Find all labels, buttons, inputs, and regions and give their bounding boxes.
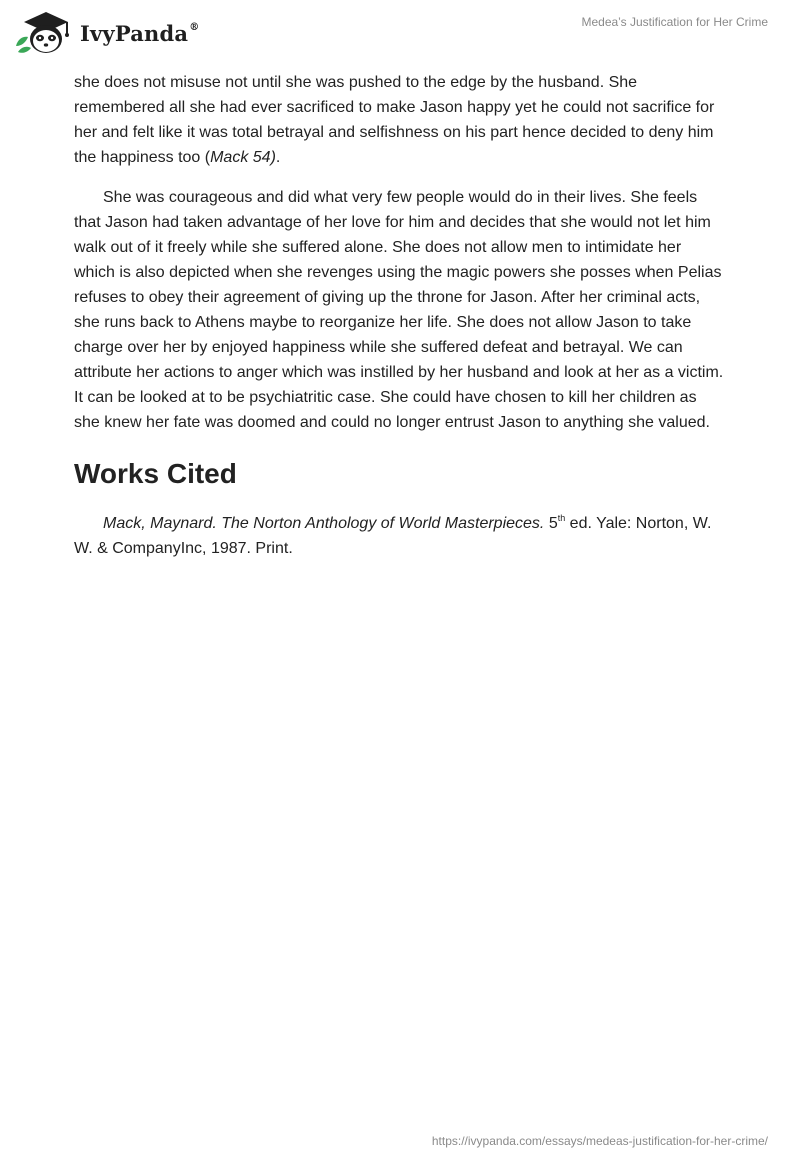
panda-graduate-icon xyxy=(14,8,74,56)
document-title: Medea’s Justification for Her Crime xyxy=(581,15,768,29)
body-paragraph: she does not misuse not until she was pushed to the edge by the husband. She remembered all she had ever sacrificed to make Jason happy yet he could not sacrifice for her and felt like it was total betrayal and selfishness on his part hence decided to deny him the happiness too (Mack 54). xyxy=(74,74,715,166)
works-cited-entry: Mack, Maynard. The Norton Anthology of World Masterpieces. 5th ed. Yale: Norton, W. W. & CompanyInc, 1987. Print. xyxy=(74,512,712,557)
brand-name: IvyPanda® xyxy=(80,20,200,46)
body-paragraph: She was courageous and did what very few people would do in their lives. She feels that Jason had taken advantage of her love for him and decides that she would not let him walk out of it freely while she suffered alone. She does not allow men to intimidate her which is also depicted when she revenges using the magic powers she posses when Pelias refuses to obey their agreement of giving up the throne for Jason. After her criminal acts, she runs back to Athens maybe to reorganize her life. She does not allow Jason to take charge over her by enjoyed happiness while she suffered defeat and betrayal. We can attribute her actions to anger which was instilled by her husband and look at her as a victim. It can be looked at to be psychiatritic case. She could have chosen to kill her children as she knew her fate was doomed and could no longer entrust Jason to anything she valued. xyxy=(74,189,724,431)
source-url[interactable]: https://ivypanda.com/essays/medeas-justification-for-her-crime/ xyxy=(431,1134,768,1148)
brand-logo[interactable] xyxy=(14,8,199,56)
works-cited-heading: Works Cited xyxy=(74,458,237,489)
essay-content xyxy=(74,70,726,576)
citation-title: Mack, Maynard. The Norton Anthology of World Masterpieces. xyxy=(103,515,545,532)
in-text-citation: Mack 54) xyxy=(210,149,276,166)
